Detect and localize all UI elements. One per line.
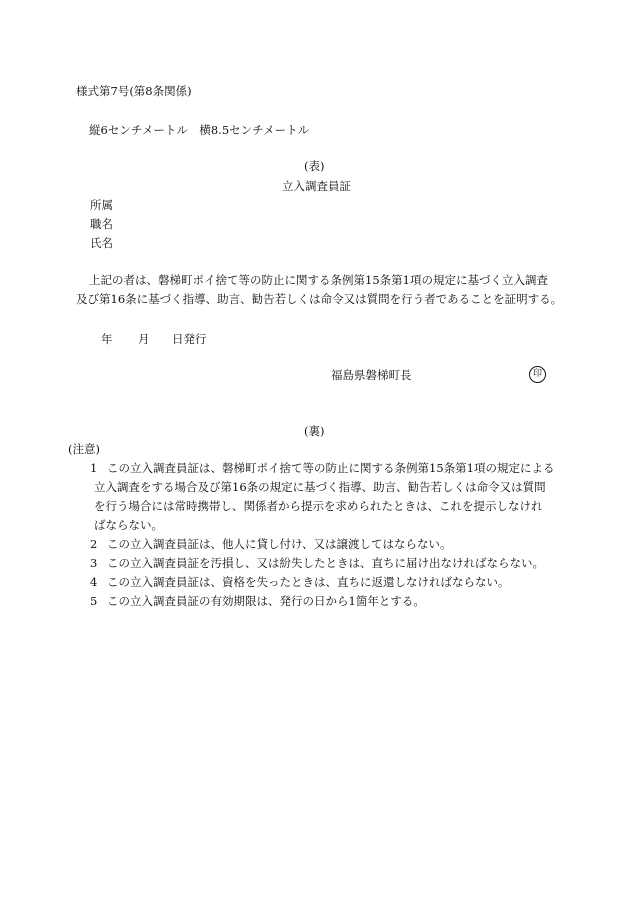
form-number: 様式第7号(第8条関係) — [76, 84, 192, 98]
date-year: 年 — [101, 332, 113, 346]
note-text: この立入調査員証は、磐梯町ポイ捨て等の防止に関する条例第15条第1項の規定による — [107, 461, 555, 475]
note-text: この立入調査員証を汚損し、又は紛失したときは、直ちに届け出なければならない。 — [107, 556, 544, 570]
card-title: 立入調査員証 — [282, 179, 351, 193]
notes-heading: (注意) — [68, 442, 100, 456]
note-number: 1 — [90, 461, 98, 475]
seal-mark: 印 — [529, 366, 546, 383]
note-text: この立入調査員証は、資格を失ったときは、直ちに返還しなければならない。 — [107, 575, 510, 589]
field-affiliation: 所属 — [90, 198, 113, 212]
note-number: 4 — [90, 575, 98, 589]
note-continuation: ばならない。 — [94, 518, 163, 532]
note-continuation: を行う場合には常時携帯し、関係者から提示を求められたときは、これを提示しなけれ — [94, 499, 543, 513]
certification-text-line-1: 上記の者は、磐梯町ポイ捨て等の防止に関する条例第15条第1項の規定に基づく立入調査 — [89, 273, 548, 287]
certification-text-line-2: 及び第16条に基づく指導、助言、勧告若しくは命令又は質問を行う者であることを証明する。 — [76, 292, 563, 306]
note-text: この立入調査員証は、他人に貸し付け、又は譲渡してはならない。 — [107, 537, 452, 551]
issuer: 福島県磐梯町長 — [331, 368, 412, 382]
field-position: 職名 — [90, 217, 113, 231]
size-spec: 縦6センチメートル 横8.5センチメートル — [89, 123, 310, 137]
issue-date — [101, 333, 207, 347]
note-number: 5 — [90, 594, 98, 608]
note-number: 2 — [90, 537, 98, 551]
date-issue: 日発行 — [172, 332, 207, 346]
note-text: この立入調査員証の有効期限は、発行の日から1箇年とする。 — [107, 594, 425, 608]
back-side-label: (裏) — [304, 424, 325, 438]
field-name: 氏名 — [90, 236, 113, 250]
front-side-label: (表) — [304, 159, 325, 173]
note-number: 3 — [90, 556, 98, 570]
note-continuation: 立入調査をする場合及び第16条の規定に基づく指導、助言、勧告若しくは命令又は質問 — [94, 480, 546, 494]
date-month: 月 — [138, 332, 150, 346]
